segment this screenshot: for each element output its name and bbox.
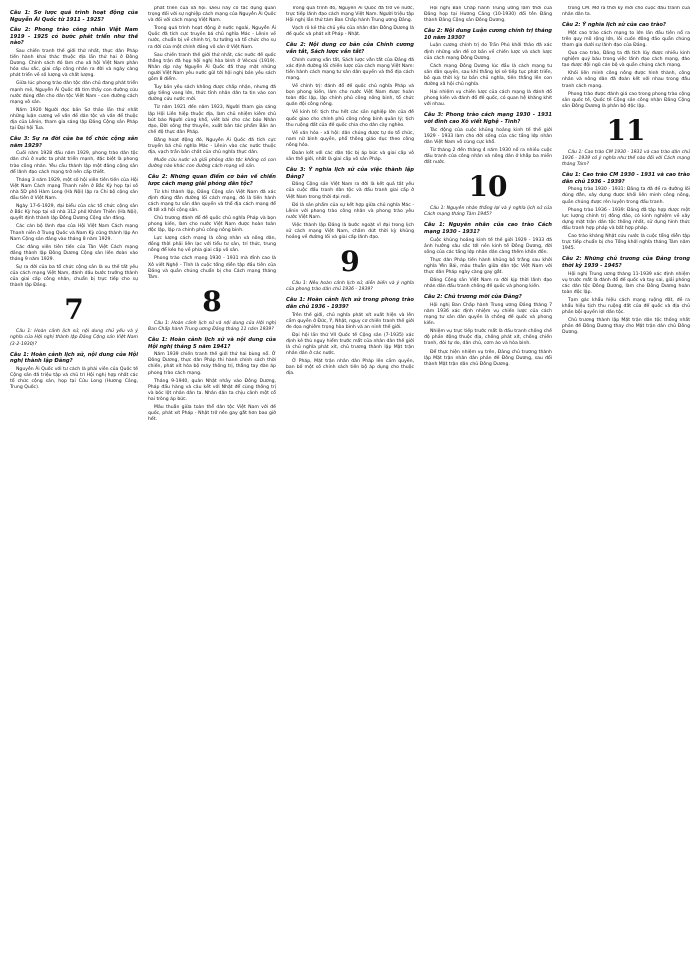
paragraph: Sau chiến tranh thế giới thứ nhất, các nước đế quốc thắng trận đã họp hội nghị hòa bình ở Vécxai (1919). Nhân dịp này Nguyễn Ái Quốc đã thay mặt những người Việt Nam yêu nước gửi tới hội nghị bản yêu sách gồm 8 điểm. <box>148 52 276 83</box>
paragraph: Về chính trị: đánh đổ đế quốc chủ nghĩa Pháp và bọn phong kiến, làm cho nước Việt Nam được hoàn toàn độc lập, lập chính phủ công nông binh, tổ chức quân đội công nông. <box>286 84 414 108</box>
paragraph: Nhiệm vụ trực tiếp trước mắt là đấu tranh chống chế độ phản động thuộc địa, chống phát xít, chống chiến tranh, đòi tự do, dân chủ, cơm áo và hòa bình. <box>424 329 552 347</box>
paragraph: Cách mạng Đông Dương lúc đầu là cách mạng tư sản dân quyền, sau khi thắng lợi sẽ tiếp tục phát triển, bỏ qua thời kỳ tư bản chủ nghĩa, tiến thẳng lên con đường xã hội chủ nghĩa. <box>424 63 552 88</box>
paragraph: Một cao trào cách mạng to lớn lần đầu tiên nổ ra trên quy mô rộng lớn, lôi cuốn đông đảo quần chúng tham gia dưới sự lãnh đạo của Đảng. <box>562 30 690 48</box>
section-heading: Câu 2: Chủ trương mới của Đảng? <box>424 294 522 301</box>
question-prompt: Câu 1: Nguyên nhân thắng lợi và ý nghĩa lịch sử của Cách mạng tháng Tám 1945? <box>424 206 552 218</box>
paragraph: Đảng Cộng sản Việt Nam ra đời là kết quả tất yếu của cuộc đấu tranh dân tộc và đấu tranh giai cấp ở Việt Nam trong thời đại mới. <box>286 182 414 200</box>
paragraph: Cao trào kháng Nhật cứu nước là cuộc tổng diễn tập trực tiếp chuẩn bị cho Tổng khởi nghĩa tháng Tám năm 1945. <box>562 234 690 252</box>
paragraph: Năm 1920 Người đọc bản Sơ thảo lần thứ nhất những luận cương về vấn đề dân tộc và vấn đề thuộc địa của Lênin, tham gia sáng lập Đảng Cộng sản Pháp tại Đại hội Tua. <box>10 107 138 132</box>
paragraph: Năm 1939 chiến tranh thế giới thứ hai bùng nổ. Ở Đông Dương, thực dân Pháp thi hành chính sách thời chiến, phát xít hóa bộ máy thống trị, thẳng tay đàn áp phong trào cách mạng. <box>148 352 276 376</box>
lesson-number: 11 <box>606 113 646 147</box>
section-heading: Câu 1: Cao trào CM 1930 - 1931 và cao trào dân chủ 1936 - 1939? <box>562 172 690 185</box>
paragraph: Phong trào 1936 - 1939: Đảng đã tập hợp được một lực lượng chính trị đông đảo, có kinh nghiệm về xây dựng mặt trận dân tộc thống nhất, sử dụng hình thức đấu tranh hợp pháp và bất hợp pháp. <box>562 207 690 231</box>
section-heading: Câu 1: Sơ lược quá trình hoạt động của Nguyễn Ái Quốc từ 1911 - 1925? <box>10 10 138 23</box>
paragraph: Về kinh tế: tịch thu hết các sản nghiệp lớn của đế quốc giao cho chính phủ công nông binh quản lý; tịch thu ruộng đất của đế quốc chia cho dân cày nghèo. <box>286 110 414 128</box>
paragraph: Giữa lúc phong trào dân tộc dân chủ đang phát triển mạnh mẽ, Nguyễn Ái Quốc đã tìm thấy con đường cứu nước đúng đắn cho dân tộc Việt Nam - con đường cách mạng vô sản. <box>10 81 138 105</box>
paragraph: Để thực hiện nhiệm vụ trên, Đảng chủ trương thành lập Mặt trận nhân dân phản đế Đông Dương, sau đổi thành Mặt trận dân chủ Đông Dương. <box>424 349 552 367</box>
paragraph: Qua cao trào, Đảng ta đã tích lũy được nhiều kinh nghiệm quý báu trong việc lãnh đạo cách mạng, đào tạo được đội ngũ cán bộ và quần chúng cách mạng. <box>562 51 690 69</box>
question-prompt: Câu 1: Hoàn cảnh lịch sử và nội dung của Hội nghị Ban Chấp hành Trung ương Đảng tháng 11 năm 1939? <box>148 320 276 332</box>
section-heading: Câu 3: Phong trào cách mạng 1930 - 1931 với đỉnh cao Xô viết Nghệ - Tĩnh? <box>424 112 552 125</box>
paragraph: Hội nghị Trung ương tháng 11-1939 xác định nhiệm vụ trước mắt là đánh đổ đế quốc và tay sai, giải phóng các dân tộc Đông Dương, làm cho Đông Dương hoàn toàn độc lập. <box>562 271 690 295</box>
paragraph: Phong trào cách mạng 1930 - 1931 mà đỉnh cao là Xô viết Nghệ - Tĩnh là cuộc tổng diễn tập đầu tiên của Đảng và quần chúng chuẩn bị cho Cách mạng tháng Tám. <box>148 256 276 280</box>
paragraph: Vạch rõ kẻ thù chủ yếu của nhân dân Đông Dương là đế quốc và phát xít Pháp - Nhật. <box>286 26 414 38</box>
paragraph: Chính cương vắn tắt, Sách lược vắn tắt của Đảng đã xác định đường lối chiến lược của cách mạng Việt Nam: tiến hành cách mạng tư sản dân quyền và thổ địa cách mạng. <box>286 57 414 81</box>
paragraph: Phong trào 1930 - 1931: Đảng ta đã đề ra đường lối đúng đắn, xây dựng được khối liên minh công nông, quần chúng được rèn luyện trong đấu tranh. <box>562 187 690 205</box>
paragraph: Phong trào được đánh giá cao trong phong trào cộng sản quốc tế, Quốc tế Cộng sản công nhận Đảng Cộng sản Đông Dương là phân bộ độc lập. <box>562 91 690 109</box>
paragraph: Việc thành lập Đảng là bước ngoặt vĩ đại trong lịch sử cách mạng Việt Nam, chấm dứt thời kỳ khủng hoảng về đường lối và giai cấp lãnh đạo. <box>286 222 414 241</box>
paragraph: Từ tháng 2 đến tháng 4 năm 1930 nổ ra nhiều cuộc đấu tranh của công nhân và nông dân ở khắp ba miền đất nước. <box>424 147 552 166</box>
question-prompt: Muốn cứu nước và giải phóng dân tộc không có con đường nào khác con đường cách mạng vô sản. <box>148 158 276 170</box>
paragraph: Chủ trương thành lập Mặt trận dân tộc thống nhất phản đế Đông Dương thay cho Mặt trận dân chủ Đông Dương. <box>562 318 690 336</box>
paragraph: Hai nhiệm vụ chiến lược của cách mạng là đánh đổ phong kiến và đánh đổ đế quốc, có quan hệ khăng khít với nhau. <box>424 90 552 108</box>
section-heading: Câu 2: Những chủ trương của Đảng trong thời kỳ 1939 - 1945? <box>562 256 690 269</box>
text-column-2 <box>148 6 276 954</box>
paragraph: Hội nghị Ban Chấp hành Trung ương lâm thời của Đảng họp tại Hương Cảng (10-1930) đổi tên Đảng thành Đảng Cộng sản Đông Dương. <box>424 6 552 24</box>
paragraph: trong CM. Mở ra thời kỳ mới cho cuộc đấu tranh của nhân dân ta. <box>562 6 690 18</box>
paragraph: Đoàn kết với các dân tộc bị áp bức và giai cấp vô sản thế giới, nhất là giai cấp vô sản Pháp. <box>286 150 414 163</box>
paragraph: Trên thế giới, chủ nghĩa phát xít xuất hiện và lên cầm quyền ở Đức, Ý, Nhật, nguy cơ chiến tranh thế giới đe dọa nghiêm trọng hòa bình và an ninh thế giới. <box>286 312 414 330</box>
paragraph: Đó là sản phẩm của sự kết hợp giữa chủ nghĩa Mác - Lênin với phong trào công nhân và phong trào yêu nước Việt Nam. <box>286 202 414 220</box>
section-heading: Câu 2: Ý nghĩa lịch sử của cao trào? <box>562 22 666 29</box>
lesson-number: 10 <box>468 170 508 204</box>
paragraph: Thực dân Pháp tiến hành khủng bố trắng sau khởi nghĩa Yên Bái, mâu thuẫn giữa dân tộc Việt Nam với thực dân Pháp ngày càng gay gắt. <box>424 257 552 275</box>
lesson-number: 7 <box>64 293 84 327</box>
lesson-number: 8 <box>202 284 222 318</box>
paragraph: Chủ trương đánh đổ đế quốc chủ nghĩa Pháp và bọn phong kiến, làm cho nước Việt Nam được hoàn toàn độc lập, lập ra chính phủ công nông binh. <box>148 215 276 234</box>
paragraph: Tác động của cuộc khủng hoảng kinh tế thế giới 1929 - 1933 làm cho đời sống của các tầng lớp nhân dân Việt Nam vô cùng cực khổ. <box>424 127 552 145</box>
paragraph: Về văn hóa - xã hội: dân chúng được tự do tổ chức, nam nữ bình quyền, phổ thông giáo dục theo công nông hóa. <box>286 130 414 148</box>
section-heading: Câu 2: Những quan điểm cơ bản về chiến lược cách mạng giải phóng dân tộc? <box>148 174 276 187</box>
paragraph: Sau chiến tranh thế giới thứ nhất, thực dân Pháp tiến hành khai thác thuộc địa lần thứ hai ở Đông Dương. Chính sách đó làm cho xã hội Việt Nam phân hóa sâu sắc, giai cấp công nhân ra đời và ngày càng phát triển về số lượng và chất lượng. <box>10 48 138 79</box>
paragraph: Đại hội lần thứ VII Quốc tế Cộng sản (7-1935) xác định kẻ thù nguy hiểm trước mắt của nhân dân thế giới là chủ nghĩa phát xít, chủ trương thành lập Mặt trận nhân dân ở các nước. <box>286 332 414 357</box>
text-column-4 <box>424 6 552 954</box>
paragraph: Bằng hoạt động đó, Nguyễn Ái Quốc đã tích cực truyền bá chủ nghĩa Mác - Lênin vào các nước thuộc địa, vạch trần bản chất của chủ nghĩa thực dân. <box>148 137 276 156</box>
paragraph: Mâu thuẫn giữa toàn thể dân tộc Việt Nam với đế quốc, phát xít Pháp - Nhật trở nên gay gắt hơn bao giờ hết. <box>148 404 276 423</box>
paragraph: Tạm gác khẩu hiệu cách mạng ruộng đất, đề ra khẩu hiệu tịch thu ruộng đất của đế quốc và địa chủ phản bội quyền lợi dân tộc. <box>562 297 690 316</box>
paragraph: Tháng 9-1940, quân Nhật nhảy vào Đông Dương, Pháp đầu hàng và câu kết với Nhật để cùng thống trị và bóc lột nhân dân ta. Nhân dân ta chịu cảnh một cổ hai tròng áp bức. <box>148 378 276 402</box>
paragraph: Trong quá trình đó, Nguyễn Ái Quốc đã trở về nước, trực tiếp lãnh đạo cách mạng Việt Nam. Người triệu tập Hội nghị lần thứ tám Ban Chấp hành Trung ương Đảng. <box>286 6 414 24</box>
paragraph: Hội nghị Ban Chấp hành Trung ương Đảng tháng 7 năm 1936 xác định nhiệm vụ chiến lược của cách mạng tư sản dân quyền là chống đế quốc và phong kiến. <box>424 302 552 327</box>
section-heading: Câu 1: Nguyên nhân của cao trào Cách mạng 1930 - 1931? <box>424 222 552 235</box>
paragraph: Đảng Cộng sản Việt Nam ra đời kịp thời lãnh đạo nhân dân đấu tranh chống đế quốc và phong kiến. <box>424 278 552 290</box>
paragraph: Cuộc khủng hoảng kinh tế thế giới 1929 - 1933 đã ảnh hưởng sâu sắc tới nền kinh tế Đông Dương, đời sống của các tầng lớp nhân dân càng thêm khốn đốn. <box>424 237 552 255</box>
paragraph: Luận cương chính trị do Trần Phú khởi thảo đã xác định những vấn đề cơ bản về chiến lược và sách lược của cách mạng Đông Dương. <box>424 43 552 61</box>
section-heading: Câu 1: Hoàn cảnh lịch sử trong phong trào dân chủ 1936 - 1939? <box>286 297 414 310</box>
section-heading: Câu 2: Phong trào công nhân Việt Nam 1919 - 1925 có bước phát triển như thế nào? <box>10 27 138 47</box>
paragraph: Các cán bộ lãnh đạo của Hội Việt Nam Cách mạng Thanh niên ở Trung Quốc và Nam Kỳ cũng thành lập An Nam Cộng sản đảng vào tháng 8 năm 1929. <box>10 224 138 242</box>
paragraph: Lực lượng cách mạng là công nhân và nông dân, đồng thời phải liên lạc với tiểu tư sản, trí thức, trung nông để kéo họ về phía giai cấp vô sản. <box>148 236 276 254</box>
section-heading: Câu 3: Sự ra đời của ba tổ chức cộng sản năm 1929? <box>10 136 138 149</box>
section-heading: Câu 2: Nội dung cơ bản của Chính cương vắn tắt, Sách lược vắn tắt? <box>286 42 414 56</box>
question-prompt: Câu 1: Cao trào CM 1930 - 1931 và cao trào dân chủ 1936 - 1939 có ý nghĩa như thế nào đối với Cách mạng tháng Tám? <box>562 149 690 168</box>
lesson-number: 9 <box>340 245 360 279</box>
text-column-1 <box>10 6 138 954</box>
paragraph: Khối liên minh công nông được hình thành, công nhân và nông dân đã đoàn kết với nhau trong đấu tranh cách mạng. <box>562 71 690 89</box>
paragraph: Tuy bản yêu sách không được chấp nhận, nhưng đã gây tiếng vang lớn, thức tỉnh nhân dân ta tin vào con đường cứu nước mới. <box>148 85 276 103</box>
paragraph: Trong quá trình hoạt động ở nước ngoài, Nguyễn Ái Quốc đã tích cực truyền bá chủ nghĩa Mác - Lênin về nước, chuẩn bị về chính trị, tư tưởng và tổ chức cho sự ra đời của một chính đảng vô sản ở Việt Nam. <box>148 26 276 50</box>
paragraph: Cuối năm 1928 đầu năm 1929, phong trào dân tộc dân chủ ở nước ta phát triển mạnh, đặc biệt là phong trào công nhân. Yêu cầu thành lập một đảng cộng sản để lãnh đạo cách mạng trở nên cấp thiết. <box>10 151 138 175</box>
question-prompt: Câu 1: Hoàn cảnh lịch sử, nội dung chủ yếu và ý nghĩa của Hội nghị thành lập Đảng Cộng sản Việt Nam (3-2-1930)? <box>10 329 138 347</box>
text-column-3 <box>286 6 414 954</box>
section-heading: Câu 3: Ý nghĩa lịch sử của việc thành lập Đảng? <box>286 167 414 180</box>
paragraph: Ngày 17-6-1929, đại biểu của các tổ chức cộng sản ở Bắc Kỳ họp tại số nhà 312 phố Khâm Thiên (Hà Nội), quyết định thành lập Đông Dương Cộng sản đảng. <box>10 204 138 222</box>
paragraph: Từ khi thành lập, Đảng Cộng sản Việt Nam đã xác định đúng đắn đường lối cách mạng, đó là tiến hành cách mạng tư sản dân quyền và thổ địa cách mạng để đi tới xã hội cộng sản. <box>148 189 276 213</box>
paragraph: Sự ra đời của ba tổ chức cộng sản là xu thế tất yếu của cách mạng Việt Nam, đánh dấu bước trưởng thành của giai cấp công nhân, chuẩn bị trực tiếp cho sự thành lập Đảng. <box>10 264 138 289</box>
text-column-5 <box>562 6 690 954</box>
question-prompt: Câu 1: Nêu hoàn cảnh lịch sử, diễn biến và ý nghĩa của phong trào dân chủ 1936 - 1939? <box>286 281 414 293</box>
section-heading: Câu 1: Hoàn cảnh lịch sử và nội dung của Hội nghị tháng 5 năm 1941? <box>148 337 276 350</box>
paragraph: Nguyễn Ái Quốc với tư cách là phái viên của Quốc tế Cộng sản đã triệu tập và chủ trì Hội nghị hợp nhất các tổ chức cộng sản, họp tại Cửu Long (Hương Cảng, Trung Quốc). <box>10 366 138 391</box>
paragraph: Ở Pháp, Mặt trận nhân dân Pháp lên cầm quyền, ban bố một số chính sách tiến bộ áp dụng cho thuộc địa. <box>286 359 414 377</box>
paragraph: Tháng 3 năm 1929, một số hội viên tiên tiến của Hội Việt Nam Cách mạng Thanh niên ở Bắc Kỳ họp tại số nhà 5D phố Hàm Long (Hà Nội) lập ra Chi bộ cộng sản đầu tiên ở Việt Nam. <box>10 177 138 202</box>
paragraph: phát triển của xã hội. Điều này có tác dụng quan trọng đối với sự nghiệp cách mạng của Nguyễn Ái Quốc và đối với cách mạng Việt Nam. <box>148 6 276 24</box>
section-heading: Câu 1: Hoàn cảnh lịch sử, nội dung của Hội nghị thành lập Đảng? <box>10 351 138 365</box>
section-heading: Câu 2: Nội dung Luận cương chính trị tháng 10 năm 1930? <box>424 28 552 41</box>
paragraph: Các đảng viên tiên tiến của Tân Việt Cách mạng đảng thành lập Đông Dương Cộng sản liên đoàn vào tháng 9 năm 1929. <box>10 244 138 262</box>
paragraph: Từ năm 1921 đến năm 1923, Người tham gia sáng lập Hội Liên hiệp thuộc địa, làm chủ nhiệm kiêm chủ bút báo Người cùng khổ, viết bài cho các báo Nhân đạo, Đời sống thợ thuyền, xuất bản tác phẩm Bản án chế độ thực dân Pháp. <box>148 105 276 135</box>
